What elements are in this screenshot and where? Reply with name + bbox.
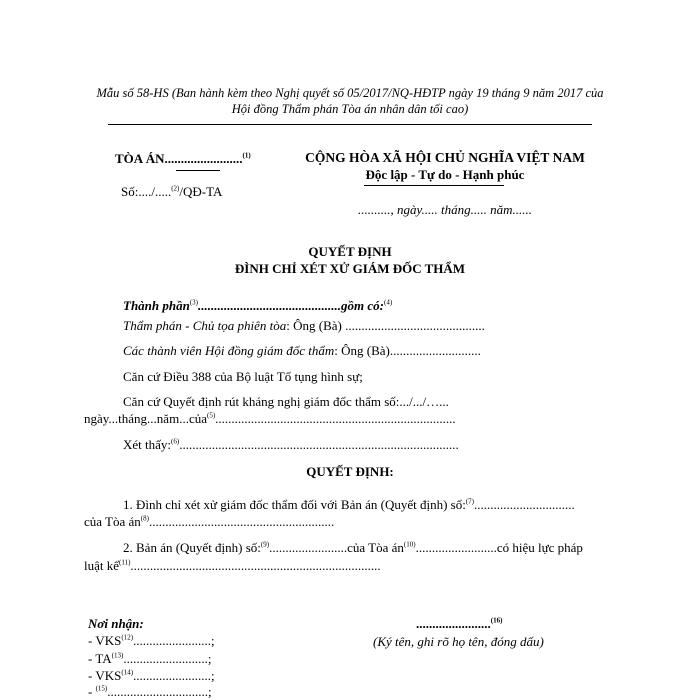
legal-basis-2-line1: Căn cứ Quyết định rút kháng nghị giám đốc thẩm số:.../.../…... (123, 394, 449, 409)
recipient-item: - VKS$^{(12)}$........................; (88, 633, 215, 648)
recipient-item: - $^{(15)}$...............................; (88, 684, 212, 699)
legal-basis-2-line2: ngày...tháng...năm...của$^{(5)}$.......................................................................... (84, 411, 456, 426)
form-header-line1: Mẫu số 58-HS (Ban hành kèm theo Nghị quyết số 05/2017/NQ-HĐTP ngày 19 tháng 9 năm 2017 của (96, 86, 604, 100)
nation-motto: Độc lập - Tự do - Hạnh phúc (365, 167, 525, 182)
decision-number: Số:..../.....$^{(2)}$/QĐ-TA (121, 184, 223, 199)
composition-line: Thành phần$^{(3)}$............................................gồm có:$^{(4)}$ (123, 298, 393, 313)
motto-underline (364, 185, 504, 186)
court-underline (176, 170, 220, 171)
decision-item-2-line2: luật kể$^{(11)}$............................................................................. (84, 558, 381, 573)
signature-instruction: (Ký tên, ghi rõ họ tên, đóng dấu) (373, 634, 544, 649)
signature-line: .......................$^{(16)}$ (416, 616, 503, 631)
decision-heading: QUYẾT ĐỊNH: (306, 464, 394, 479)
form-header-line2: Hội đồng Thẩm phán Tòa án nhân dân tối cao) (231, 102, 469, 116)
recipient-item: - VKS$^{(14)}$........................; (88, 668, 215, 683)
nation-name: CỘNG HÒA XÃ HỘI CHỦ NGHĨA VIỆT NAM (305, 150, 585, 165)
legal-basis-1: Căn cứ Điều 388 của Bộ luật Tố tụng hình sự; (123, 369, 363, 384)
court-name: TÒA ÁN........................$^{(1)}$ (115, 151, 251, 166)
date-line: .........., ngày..... tháng..... năm...... (357, 202, 533, 217)
decision-item-1-line1: 1. Đình chỉ xét xử giám đốc thẩm đối với Bản án (Quyết định) số:$^{(7)}$............................... (123, 497, 575, 512)
header-divider (108, 124, 592, 125)
recipient-item: - TA$^{(13)}$..........................; (88, 651, 212, 666)
decision-item-1-line2: của Tòa $án^{(8)}$......................................................... (84, 514, 335, 529)
finding-line: Xét thấy:$^{(6)}$...................................................................................... (123, 437, 459, 452)
presiding-judge-line: Thẩm phán - Chủ tọa phiên tòa: Ông (Bà) ........................................... (123, 318, 485, 333)
panel-members-line: Các thành viên Hội đồng giám đốc thẩm: Ông (Bà)............................ (123, 343, 481, 358)
recipients-label: Nơi nhận: (88, 616, 144, 631)
document-subtitle: ĐÌNH CHỈ XÉT XỬ GIÁM ĐỐC THẨM (234, 261, 466, 276)
decision-item-2-line1: 2. Bản án (Quyết định) số:$^{(9)}$........................của Tòa $án^{(10)}.........................có$ hiệu lực pháp (123, 540, 583, 555)
document-title: QUYẾT ĐỊNH (308, 244, 392, 259)
